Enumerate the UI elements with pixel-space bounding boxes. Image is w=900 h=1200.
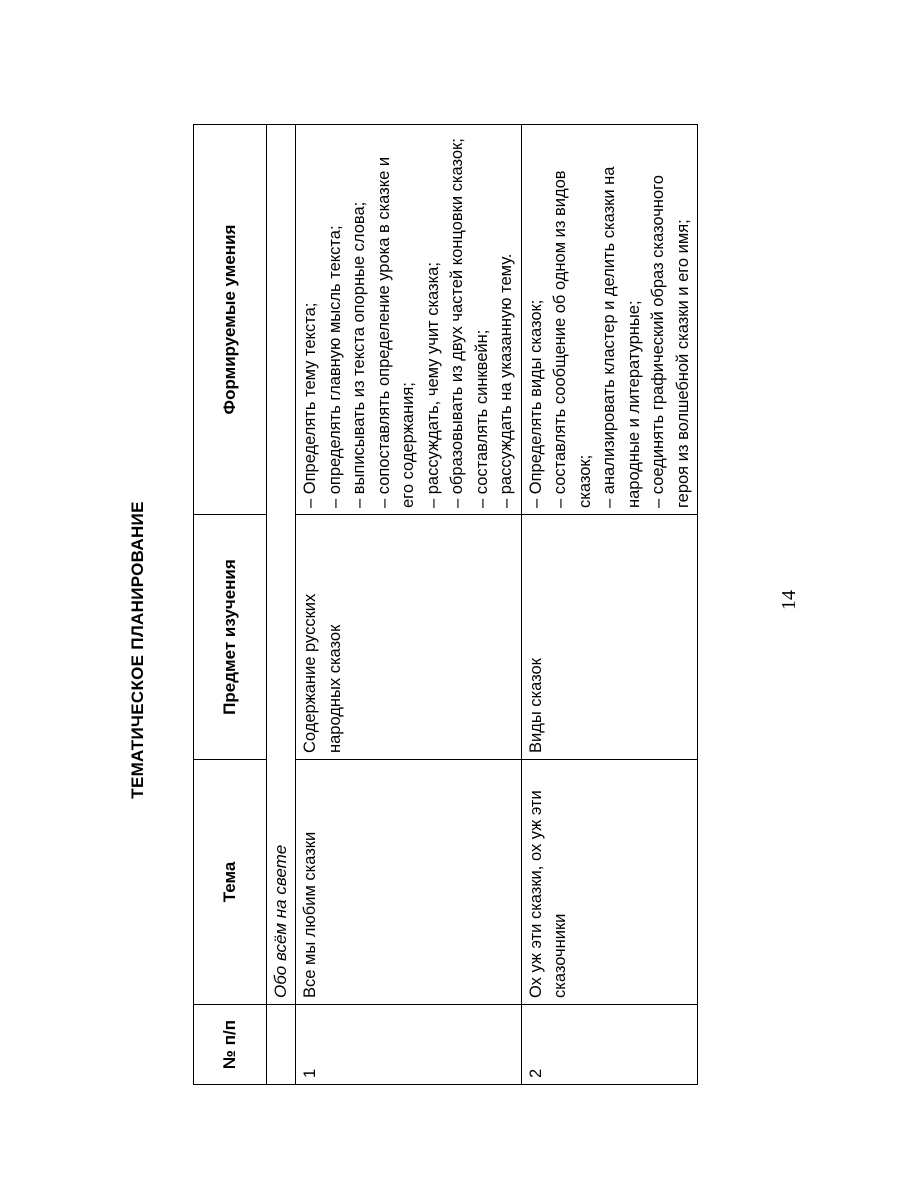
row-skills — [296, 125, 522, 515]
header-number: № п/п — [194, 1005, 267, 1085]
header-skills: Формируемые умения — [194, 125, 267, 515]
header-topic: Тема — [194, 760, 267, 1005]
table-row — [521, 125, 698, 1085]
page-title: ТЕМАТИЧЕСКОЕ ПЛАНИРОВАНИЕ — [128, 501, 147, 799]
row-topic: Ох уж эти сказки, ох уж эти сказочники — [521, 760, 698, 1005]
page-number: 14 — [778, 590, 800, 610]
table-row — [296, 125, 522, 1085]
row-subject: Содержание русских народных сказок — [296, 515, 522, 760]
section-row — [267, 125, 296, 1085]
skill-item: – составлять сообщение об одном из видов сказок; — [551, 170, 594, 508]
row-topic: Все мы любим сказки — [296, 760, 522, 1005]
row-number: 2 — [521, 1005, 698, 1085]
skill-item: – рассуждать, чему учит сказка; — [423, 262, 442, 508]
skill-item: – сопоставлять определение урока в сказке и его содержания; — [374, 156, 417, 508]
row-number: 1 — [296, 1005, 522, 1085]
skill-item: – анализировать кластер и делить сказки на народные и литературные; — [600, 166, 643, 508]
skill-item: – соединять графический образ сказочного героя из волшебной сказки и его имя; — [649, 175, 692, 508]
skill-item: – рассуждать на указанную тему. — [497, 253, 515, 508]
row-skills — [521, 125, 698, 515]
section-title: Обо всём на свете — [267, 125, 296, 1005]
planning-table — [193, 124, 698, 1085]
skill-item: – Определять виды сказок; — [526, 299, 545, 508]
skill-item: – определять главную мысль текста; — [325, 225, 344, 508]
table-header-row — [194, 125, 267, 1085]
row-subject: Виды сказок — [521, 515, 698, 760]
skill-item: – составлять синквейн; — [472, 329, 491, 508]
skill-item: – образовывать из двух частей концовки сказок; — [448, 138, 466, 508]
skill-item: – Определять тему текста; — [301, 302, 319, 508]
skill-item: – выписывать из текста опорные слова; — [350, 201, 368, 508]
header-subject: Предмет изучения — [194, 515, 267, 760]
